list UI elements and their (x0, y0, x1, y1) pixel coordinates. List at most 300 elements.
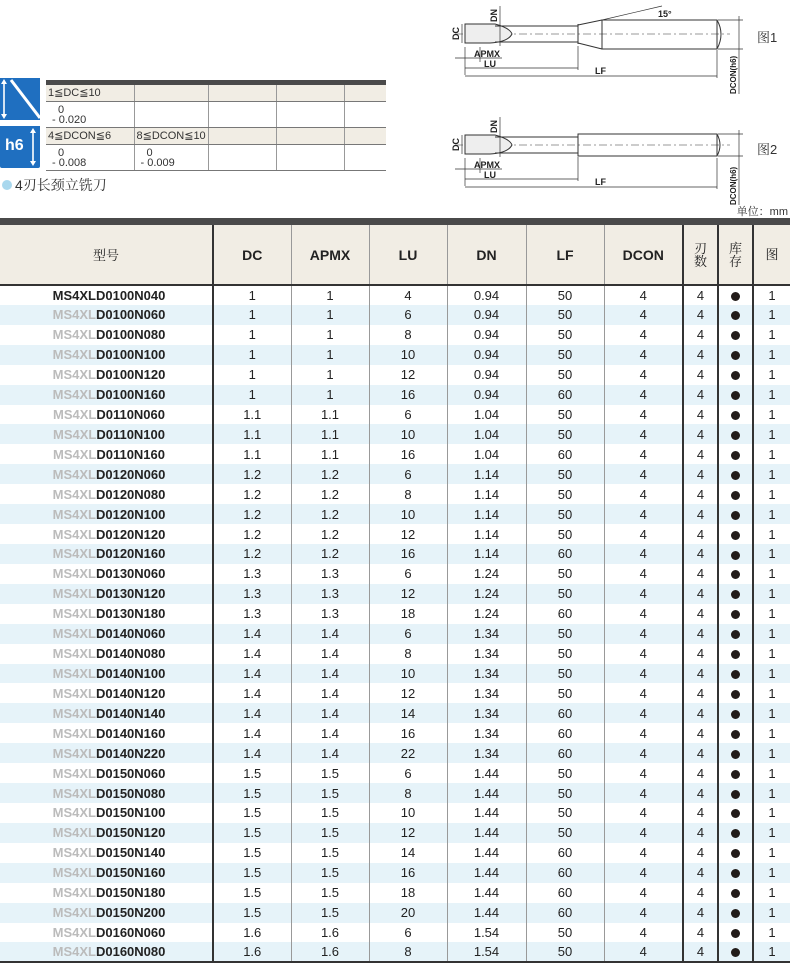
cell-flutes: 4 (683, 285, 718, 305)
cell-lf: 50 (526, 345, 604, 365)
table-row (0, 504, 790, 524)
in-stock-dot-icon (731, 451, 740, 460)
model-prefix: MS4XL (52, 506, 96, 522)
cell-flutes: 4 (683, 783, 718, 803)
model-prefix: MS4XL (52, 885, 96, 901)
cell-dn: 1.44 (447, 863, 526, 883)
cell-dn: 1.34 (447, 723, 526, 743)
cell-dn: 1.14 (447, 484, 526, 504)
cell-apmx: 1.4 (291, 723, 369, 743)
model-suffix: D0140N060 (95, 626, 166, 642)
cell-stock (718, 923, 753, 943)
cell-dn: 1.34 (447, 644, 526, 664)
cell-figure: 1 (753, 604, 790, 624)
model-suffix: D0140N120 (95, 685, 166, 701)
model-suffix: D0100N160 (95, 387, 166, 403)
cell-stock (718, 424, 753, 444)
model-suffix: D0140N160 (95, 725, 166, 741)
cell-stock (718, 703, 753, 723)
cell-figure: 1 (753, 385, 790, 405)
cell-lu: 10 (369, 345, 447, 365)
cell-dcon: 4 (604, 405, 683, 425)
cell-flutes: 4 (683, 923, 718, 943)
model-prefix: MS4XL (52, 626, 96, 642)
cell-dc: 1.5 (213, 903, 291, 923)
cell-lf: 50 (526, 564, 604, 584)
in-stock-dot-icon (731, 630, 740, 639)
model-suffix: D0100N120 (95, 367, 166, 383)
cell-dc: 1.4 (213, 723, 291, 743)
cell-lf: 60 (526, 843, 604, 863)
cell-apmx: 1.1 (291, 424, 369, 444)
model-prefix: MS4XL (52, 825, 96, 841)
model-prefix: MS4XL (52, 865, 96, 881)
cell-dn: 0.94 (447, 285, 526, 305)
in-stock-dot-icon (731, 909, 740, 918)
bullet-icon (2, 180, 12, 190)
cell-lu: 18 (369, 883, 447, 903)
cell-dc: 1.3 (213, 564, 291, 584)
cell-figure: 1 (753, 923, 790, 943)
product-table (0, 218, 790, 963)
model-prefix: MS4XL (52, 387, 96, 403)
in-stock-dot-icon (731, 889, 740, 898)
cell-figure: 1 (753, 325, 790, 345)
dc-lower: - 0.020 (52, 114, 87, 126)
header-dcon: DCON (604, 225, 683, 285)
cell-lf: 60 (526, 544, 604, 564)
in-stock-dot-icon (731, 471, 740, 480)
cell-dc: 1 (213, 325, 291, 345)
cell-dn: 1.14 (447, 524, 526, 544)
cell-model (0, 544, 213, 564)
dcon2-lower: - 0.009 (140, 157, 175, 169)
cell-flutes: 4 (683, 823, 718, 843)
header-flutes: 刃 数 (683, 225, 718, 285)
cell-flutes: 4 (683, 325, 718, 345)
cell-apmx: 1.5 (291, 783, 369, 803)
model-suffix: D0150N140 (95, 845, 166, 861)
cell-dcon: 4 (604, 444, 683, 464)
cell-flutes: 4 (683, 703, 718, 723)
table-row (0, 823, 790, 843)
cell-lu: 6 (369, 923, 447, 943)
in-stock-dot-icon (731, 590, 740, 599)
cell-flutes: 4 (683, 544, 718, 564)
cell-dn: 1.04 (447, 444, 526, 464)
model-suffix: D0120N160 (95, 546, 166, 562)
cell-lu: 16 (369, 723, 447, 743)
cell-dc: 1.5 (213, 883, 291, 903)
cell-figure: 1 (753, 883, 790, 903)
apmx-label: APMX (474, 49, 501, 59)
cell-flutes: 4 (683, 743, 718, 763)
model-suffix: D0150N080 (95, 785, 166, 801)
cell-lf: 50 (526, 644, 604, 664)
cell-figure: 1 (753, 783, 790, 803)
table-row (0, 624, 790, 644)
cell-figure: 1 (753, 843, 790, 863)
cell-stock (718, 783, 753, 803)
cell-dn: 0.94 (447, 305, 526, 325)
model-suffix: D0140N220 (95, 745, 166, 761)
dcon1-upper: 0 (58, 147, 65, 159)
cell-dc: 1.4 (213, 683, 291, 703)
cell-model (0, 424, 213, 444)
cell-model (0, 723, 213, 743)
cell-lu: 8 (369, 644, 447, 664)
cell-dc: 1.5 (213, 823, 291, 843)
cell-lf: 50 (526, 424, 604, 444)
cell-lu: 6 (369, 405, 447, 425)
cell-stock (718, 604, 753, 624)
cell-flutes: 4 (683, 504, 718, 524)
cell-figure: 1 (753, 544, 790, 564)
cell-dcon: 4 (604, 843, 683, 863)
table-row (0, 305, 790, 325)
cell-flutes: 4 (683, 444, 718, 464)
cell-dn: 1.44 (447, 843, 526, 863)
cell-stock (718, 305, 753, 325)
cell-dn: 1.04 (447, 424, 526, 444)
cell-stock (718, 484, 753, 504)
in-stock-dot-icon (731, 948, 740, 957)
cell-dc: 1.1 (213, 424, 291, 444)
cell-stock (718, 584, 753, 604)
cell-model (0, 923, 213, 943)
table-row (0, 325, 790, 345)
cell-dn: 1.24 (447, 604, 526, 624)
cell-figure: 1 (753, 723, 790, 743)
cell-dn: 1.34 (447, 664, 526, 684)
cell-dc: 1.2 (213, 504, 291, 524)
cell-apmx: 1.2 (291, 544, 369, 564)
cell-dc: 1 (213, 285, 291, 305)
dcon-label: DCON(h6) (729, 55, 738, 94)
cell-model (0, 863, 213, 883)
cell-model (0, 883, 213, 903)
model-prefix: MS4XL (52, 486, 96, 502)
in-stock-dot-icon (731, 371, 740, 380)
table-header-row (0, 225, 790, 285)
cell-stock (718, 803, 753, 823)
cell-apmx: 1.2 (291, 524, 369, 544)
in-stock-dot-icon (731, 531, 740, 540)
cell-model (0, 624, 213, 644)
model-suffix: D0140N100 (95, 665, 166, 681)
cell-apmx: 1.3 (291, 564, 369, 584)
h6-label: h6 (5, 137, 24, 154)
cell-flutes: 4 (683, 524, 718, 544)
cell-model (0, 763, 213, 783)
cell-dn: 1.44 (447, 803, 526, 823)
cell-flutes: 4 (683, 803, 718, 823)
cell-lf: 60 (526, 903, 604, 923)
table-row (0, 903, 790, 923)
cell-flutes: 4 (683, 584, 718, 604)
tolerance-table (46, 80, 386, 171)
cell-dc: 1 (213, 385, 291, 405)
cell-model (0, 444, 213, 464)
cell-stock (718, 325, 753, 345)
cell-figure: 1 (753, 903, 790, 923)
model-suffix: D0120N060 (95, 466, 166, 482)
cell-lf: 60 (526, 723, 604, 743)
cell-apmx: 1.2 (291, 464, 369, 484)
cell-lf: 60 (526, 444, 604, 464)
model-suffix: D0110N160 (96, 446, 165, 462)
in-stock-dot-icon (731, 570, 740, 579)
cell-dcon: 4 (604, 923, 683, 943)
cell-lf: 50 (526, 803, 604, 823)
cell-lf: 60 (526, 743, 604, 763)
cell-figure: 1 (753, 345, 790, 365)
cell-figure: 1 (753, 863, 790, 883)
cell-lu: 6 (369, 564, 447, 584)
table-row (0, 803, 790, 823)
cell-lu: 4 (369, 285, 447, 305)
cell-dcon: 4 (604, 584, 683, 604)
model-prefix: MS4XL (52, 526, 96, 542)
table-row (0, 424, 790, 444)
cell-flutes: 4 (683, 624, 718, 644)
model-prefix: MS4XL (52, 606, 96, 622)
cell-lf: 50 (526, 683, 604, 703)
cell-lu: 6 (369, 305, 447, 325)
cell-figure: 1 (753, 763, 790, 783)
cell-stock (718, 504, 753, 524)
cell-model (0, 644, 213, 664)
cell-figure: 1 (753, 444, 790, 464)
cell-figure: 1 (753, 624, 790, 644)
cell-lf: 50 (526, 942, 604, 962)
cell-dc: 1 (213, 365, 291, 385)
cell-flutes: 4 (683, 604, 718, 624)
header-dn: DN (447, 225, 526, 285)
cell-dcon: 4 (604, 803, 683, 823)
model-prefix: MS4XL (52, 546, 96, 562)
table-row (0, 843, 790, 863)
cell-dc: 1.1 (213, 405, 291, 425)
header-model: 型号 (0, 225, 213, 285)
model-prefix: MS4XL (52, 785, 96, 801)
cell-dcon: 4 (604, 604, 683, 624)
cell-stock (718, 823, 753, 843)
cell-lf: 50 (526, 624, 604, 644)
cell-flutes: 4 (683, 345, 718, 365)
cell-dc: 1.4 (213, 743, 291, 763)
header-stock: 库 存 (718, 225, 753, 285)
model-suffix: D0110N100 (96, 426, 165, 442)
lu-label-2: LU (484, 170, 496, 180)
model-suffix: D0120N100 (95, 506, 166, 522)
cell-apmx: 1 (291, 305, 369, 325)
model-prefix: MS4XL (52, 685, 96, 701)
cell-dc: 1.2 (213, 484, 291, 504)
lf-label-2: LF (595, 177, 606, 187)
cell-apmx: 1.5 (291, 883, 369, 903)
cell-dn: 1.54 (447, 942, 526, 962)
cell-flutes: 4 (683, 763, 718, 783)
model-prefix: MS4XL (52, 845, 96, 861)
model-prefix: MS4XL (52, 327, 96, 343)
cell-lf: 50 (526, 484, 604, 504)
cell-dcon: 4 (604, 464, 683, 484)
model-suffix: D0130N120 (95, 586, 166, 602)
table-row (0, 285, 790, 305)
model-suffix: D0150N100 (95, 805, 166, 821)
product-subtitle (2, 175, 107, 195)
cell-dn: 1.44 (447, 783, 526, 803)
cell-dcon: 4 (604, 644, 683, 664)
model-suffix: D0150N060 (95, 765, 166, 781)
cell-apmx: 1.3 (291, 584, 369, 604)
cell-model (0, 405, 213, 425)
figure-2-label: 图2 (757, 142, 778, 157)
cell-model (0, 683, 213, 703)
cell-dn: 1.44 (447, 763, 526, 783)
in-stock-dot-icon (731, 869, 740, 878)
cell-lu: 12 (369, 365, 447, 385)
cell-figure: 1 (753, 823, 790, 843)
model-prefix: MS4XL (52, 466, 96, 482)
dcon-range-1: 4≦DCON≦6 (46, 128, 134, 145)
cell-lf: 50 (526, 584, 604, 604)
cell-flutes: 4 (683, 863, 718, 883)
cell-model (0, 484, 213, 504)
cell-stock (718, 464, 753, 484)
header-lu: LU (369, 225, 447, 285)
cell-lu: 10 (369, 664, 447, 684)
table-row (0, 444, 790, 464)
model-suffix: D0110N060 (96, 406, 165, 422)
cell-dcon: 4 (604, 942, 683, 962)
table-row (0, 664, 790, 684)
cell-model (0, 365, 213, 385)
cell-flutes: 4 (683, 305, 718, 325)
model-prefix: MS4XL (52, 924, 96, 940)
table-row (0, 385, 790, 405)
cell-apmx: 1.5 (291, 863, 369, 883)
model-prefix: MS4XL (52, 287, 96, 303)
table-row (0, 703, 790, 723)
cell-lu: 12 (369, 584, 447, 604)
cell-dc: 1.5 (213, 843, 291, 863)
table-row (0, 644, 790, 664)
cell-stock (718, 644, 753, 664)
cell-dcon: 4 (604, 544, 683, 564)
cell-lu: 16 (369, 385, 447, 405)
header-figure: 图 (753, 225, 790, 285)
cell-stock (718, 942, 753, 962)
model-prefix: MS4XL (52, 646, 96, 662)
cell-lf: 50 (526, 763, 604, 783)
cell-dcon: 4 (604, 424, 683, 444)
lf-label: LF (595, 66, 606, 76)
model-prefix: MS4XL (52, 586, 96, 602)
cell-dcon: 4 (604, 723, 683, 743)
table-row (0, 923, 790, 943)
model-suffix: D0150N120 (95, 825, 166, 841)
cell-dn: 1.44 (447, 903, 526, 923)
cell-lu: 18 (369, 604, 447, 624)
model-suffix: D0120N080 (95, 486, 166, 502)
cell-apmx: 1.5 (291, 843, 369, 863)
cell-apmx: 1.6 (291, 942, 369, 962)
cell-dn: 1.14 (447, 504, 526, 524)
cell-lf: 50 (526, 405, 604, 425)
table-row (0, 743, 790, 763)
cell-model (0, 703, 213, 723)
model-prefix: MS4XL (52, 944, 96, 960)
cell-stock (718, 903, 753, 923)
cell-flutes: 4 (683, 903, 718, 923)
cell-flutes: 4 (683, 405, 718, 425)
angle-label: 15° (658, 9, 672, 19)
cell-model (0, 903, 213, 923)
table-row (0, 405, 790, 425)
cell-lf: 60 (526, 883, 604, 903)
cell-figure: 1 (753, 644, 790, 664)
cell-dc: 1.5 (213, 803, 291, 823)
cell-lu: 6 (369, 624, 447, 644)
cell-model (0, 285, 213, 305)
dcon2-upper: 0 (146, 147, 153, 159)
cell-lu: 16 (369, 544, 447, 564)
cell-stock (718, 524, 753, 544)
cell-apmx: 1.5 (291, 763, 369, 783)
cell-apmx: 1.6 (291, 923, 369, 943)
dcon1-lower: - 0.008 (52, 157, 87, 169)
dc-range: 1≦DC≦10 (46, 85, 134, 102)
cell-lu: 16 (369, 444, 447, 464)
cell-apmx: 1.5 (291, 903, 369, 923)
cell-apmx: 1.1 (291, 444, 369, 464)
cell-dc: 1.4 (213, 664, 291, 684)
model-prefix: MS4XL (52, 805, 96, 821)
cell-apmx: 1.1 (291, 405, 369, 425)
cell-model (0, 803, 213, 823)
cell-model (0, 743, 213, 763)
cell-figure: 1 (753, 305, 790, 325)
subtitle-text: 4刃长颈立铣刀 (15, 177, 107, 193)
table-row (0, 524, 790, 544)
cell-flutes: 4 (683, 365, 718, 385)
model-suffix: D0100N080 (95, 327, 166, 343)
cell-flutes: 4 (683, 664, 718, 684)
cell-figure: 1 (753, 803, 790, 823)
figure-1-diagram (450, 2, 750, 97)
cell-dn: 0.94 (447, 345, 526, 365)
cell-figure: 1 (753, 424, 790, 444)
cell-dcon: 4 (604, 325, 683, 345)
cell-stock (718, 444, 753, 464)
model-suffix: D0160N060 (95, 924, 166, 940)
model-suffix: D0150N160 (95, 865, 166, 881)
cell-stock (718, 743, 753, 763)
cell-dcon: 4 (604, 365, 683, 385)
model-prefix: MS4XL (52, 426, 97, 442)
model-suffix: D0100N060 (95, 307, 166, 323)
in-stock-dot-icon (731, 311, 740, 320)
cell-dcon: 4 (604, 763, 683, 783)
cell-stock (718, 345, 753, 365)
cell-model (0, 504, 213, 524)
cell-stock (718, 285, 753, 305)
cell-apmx: 1.2 (291, 484, 369, 504)
table-row (0, 464, 790, 484)
cell-lf: 50 (526, 305, 604, 325)
